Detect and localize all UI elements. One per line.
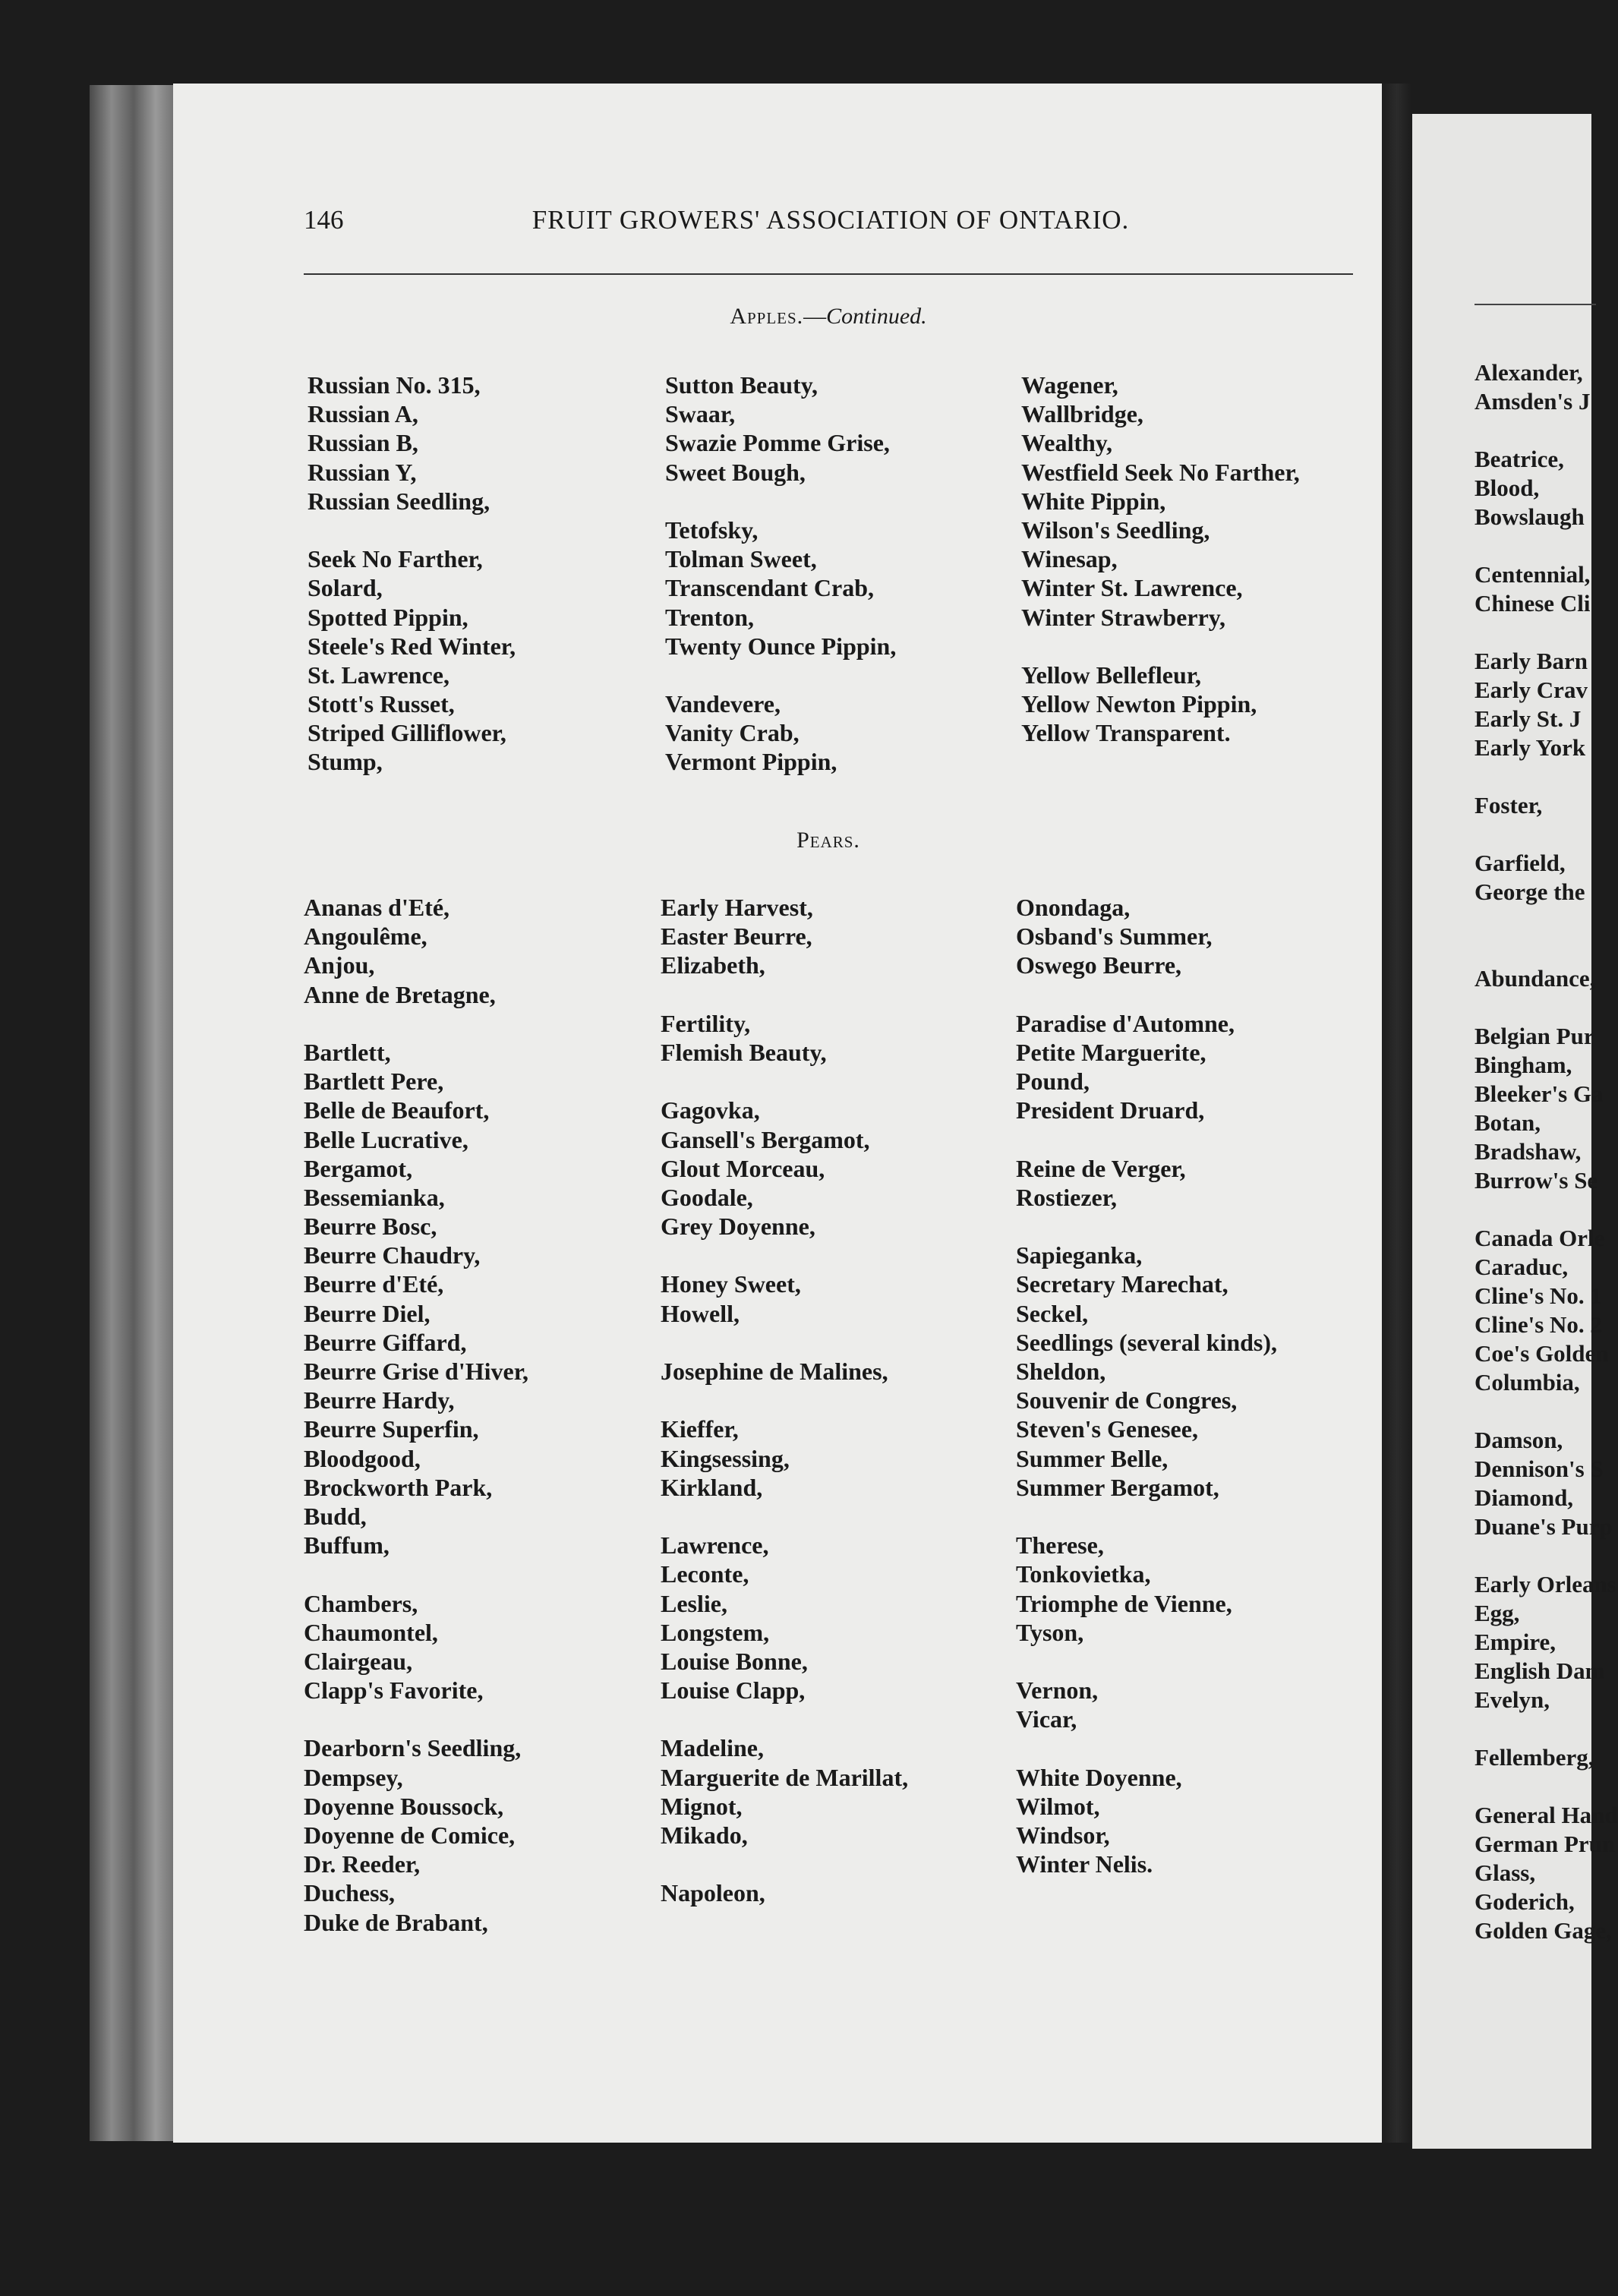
list-item: Duke de Brabant, — [304, 1908, 488, 1936]
list-item: Howell, — [661, 1299, 740, 1327]
list-item: Vicar, — [1016, 1705, 1077, 1733]
list-item: Russian B, — [308, 429, 418, 457]
list-gap — [1474, 1714, 1618, 1743]
list-item: Bartlett, — [304, 1038, 391, 1066]
list-gap — [661, 1705, 908, 1733]
list-item: Caraduc, — [1474, 1254, 1569, 1280]
list-gap — [1474, 1541, 1618, 1570]
page-stack-edge — [90, 85, 178, 2141]
list-item: Dearborn's Seedling, — [304, 1734, 522, 1762]
list-item: Yellow Newton Pippin, — [1021, 690, 1257, 718]
list-item: Marguerite de Marillat, — [661, 1763, 909, 1791]
list-item: Fertility, — [661, 1009, 751, 1037]
list-item: Madeline, — [661, 1734, 764, 1762]
list-item: Tyson, — [1016, 1618, 1084, 1646]
list-item: Seckel, — [1016, 1299, 1089, 1327]
list-gap — [1021, 632, 1300, 661]
list-item: Wilmot, — [1016, 1792, 1100, 1820]
list-item: Beurre Superfin, — [304, 1415, 479, 1443]
list-item: Winter St. Lawrence, — [1021, 574, 1243, 602]
list-item: Amsden's J — [1474, 388, 1591, 415]
pears-column-2 — [661, 893, 908, 1908]
list-item: Louise Clapp, — [661, 1676, 806, 1705]
list-item: Leslie, — [661, 1589, 727, 1617]
list-item: Bradshaw, — [1474, 1138, 1582, 1165]
list-item: Elizabeth, — [661, 951, 765, 979]
list-item: Beurre Grise d'Hiver, — [304, 1358, 528, 1385]
list-item: Clapp's Favorite, — [304, 1676, 484, 1705]
list-item: English Dam — [1474, 1657, 1605, 1684]
list-item: Golden Gage, — [1474, 1917, 1612, 1944]
list-item: White Doyenne, — [1016, 1763, 1182, 1791]
list-item: Gansell's Bergamot, — [661, 1125, 870, 1153]
list-item: Vandevere, — [665, 690, 781, 718]
list-item: Goodale, — [661, 1183, 753, 1211]
list-item: Beurre Chaudry, — [304, 1241, 481, 1269]
list-item: Russian No. 315, — [308, 371, 481, 399]
list-item: Souvenir de Congres, — [1016, 1386, 1238, 1414]
list-item: Evelyn, — [1474, 1686, 1550, 1713]
list-item: Spotted Pippin, — [308, 603, 468, 631]
list-gap — [1474, 762, 1618, 791]
list-item: Trenton, — [665, 603, 755, 631]
list-gap — [1474, 531, 1618, 560]
list-item: Tolman Sweet, — [665, 545, 817, 573]
list-item: Swazie Pomme Grise, — [665, 429, 890, 457]
list-item: Mignot, — [661, 1792, 743, 1820]
list-item: Early St. J — [1474, 705, 1582, 732]
list-gap — [1474, 1195, 1618, 1224]
list-item: Seek No Farther, — [308, 545, 483, 573]
list-item: Louise Bonne, — [661, 1647, 808, 1675]
list-item: Early Crav — [1474, 676, 1588, 703]
list-item: Wallbridge, — [1021, 400, 1143, 428]
list-item: Brockworth Park, — [304, 1473, 493, 1501]
list-item: Duchess, — [304, 1879, 396, 1907]
list-item: Early Harvest, — [661, 894, 813, 921]
list-item: Seedlings (several kinds), — [1016, 1328, 1278, 1356]
list-item: Abundance, — [1474, 965, 1596, 992]
list-gap — [661, 1502, 908, 1531]
list-item: Wealthy, — [1021, 429, 1113, 457]
list-item: Cline's No. 2 — [1474, 1311, 1602, 1338]
list-item: Anjou, — [304, 951, 375, 979]
list-item: Solard, — [308, 574, 383, 602]
list-gap — [1474, 618, 1618, 647]
list-item: Kirkland, — [661, 1473, 763, 1501]
list-item: Pound, — [1016, 1068, 1090, 1096]
list-item: Russian Seedling, — [308, 487, 490, 515]
list-item: Yellow Transparent. — [1021, 719, 1231, 747]
list-item: Bleeker's Ga — [1474, 1080, 1604, 1107]
list-item: Josephine de Malines, — [661, 1358, 888, 1385]
list-item: Beurre Hardy, — [304, 1386, 455, 1414]
list-item: Russian Y, — [308, 458, 417, 486]
list-item: Anne de Bretagne, — [304, 980, 496, 1008]
list-gap — [665, 661, 896, 689]
list-gap — [1016, 1733, 1277, 1762]
list-item: Leconte, — [661, 1560, 749, 1588]
list-gap — [1016, 980, 1277, 1009]
list-item: Mikado, — [661, 1821, 748, 1849]
list-item: General Hand — [1474, 1802, 1618, 1828]
apples-title-dash: — — [803, 304, 827, 329]
list-item: Bessemianka, — [304, 1183, 445, 1211]
list-item: Bartlett Pere, — [304, 1068, 444, 1096]
list-item: Windsor, — [1016, 1821, 1110, 1849]
list-item: Botan, — [1474, 1109, 1541, 1136]
list-item: Beurre d'Eté, — [304, 1270, 444, 1298]
list-item: Steele's Red Winter, — [308, 632, 516, 660]
list-item: Buffum, — [304, 1531, 390, 1560]
list-item: Vernon, — [1016, 1676, 1099, 1705]
list-item: Chambers, — [304, 1589, 418, 1617]
list-item: Twenty Ounce Pippin, — [665, 632, 897, 660]
list-item: Doyenne de Comice, — [304, 1821, 516, 1849]
list-item: Chaumontel, — [304, 1618, 438, 1646]
list-item: George the — [1474, 878, 1585, 905]
list-item: Steven's Genesee, — [1016, 1415, 1198, 1443]
list-item: Diamond, — [1474, 1484, 1574, 1511]
list-item: Vanity Crab, — [665, 719, 800, 747]
list-item: Bloodgood, — [304, 1444, 421, 1472]
list-item: Gagovka, — [661, 1096, 760, 1124]
list-item: Doyenne Boussock, — [304, 1792, 504, 1820]
list-item: Reine de Verger, — [1016, 1154, 1186, 1182]
list-gap — [1474, 820, 1618, 849]
list-item: Glout Morceau, — [661, 1154, 825, 1182]
list-item: Winter Strawberry, — [1021, 603, 1225, 631]
list-gap — [1016, 1212, 1277, 1241]
list-item: Triomphe de Vienne, — [1016, 1589, 1232, 1617]
list-item: Bowslaugh — [1474, 503, 1585, 530]
list-item: Napoleon, — [661, 1879, 765, 1907]
list-item: Columbia, — [1474, 1369, 1580, 1396]
page-header-title: FRUIT GROWERS' ASSOCIATION OF ONTARIO. — [531, 205, 1130, 235]
list-gap — [1016, 1647, 1277, 1676]
list-item: Osband's Summer, — [1016, 922, 1213, 951]
adjacent-page — [1412, 114, 1618, 2149]
list-gap — [1474, 935, 1618, 964]
list-item: Garfield, — [1474, 850, 1566, 876]
list-gap — [661, 1850, 908, 1878]
list-item: Foster, — [1474, 792, 1543, 818]
book-gutter — [1382, 84, 1412, 2143]
apples-column-2 — [665, 371, 896, 777]
list-item: Belle de Beaufort, — [304, 1096, 490, 1124]
list-item: Wilson's Seedling, — [1021, 516, 1210, 544]
list-item: Stott's Russet, — [308, 690, 455, 718]
list-item: Stump, — [308, 748, 383, 776]
list-item: Kingsessing, — [661, 1444, 790, 1472]
list-gap — [1474, 907, 1618, 935]
list-item: Summer Belle, — [1016, 1444, 1169, 1472]
list-gap — [661, 1067, 908, 1096]
list-item: Beatrice, — [1474, 446, 1564, 472]
apples-column-1 — [308, 371, 516, 777]
list-item: Striped Gilliflower, — [308, 719, 506, 747]
list-item: Damson, — [1474, 1427, 1563, 1453]
list-item: Early Barn — [1474, 648, 1588, 674]
list-item: Yellow Bellefleur, — [1021, 661, 1201, 689]
list-item: Budd, — [304, 1502, 367, 1530]
list-item: Goderich, — [1474, 1888, 1575, 1915]
list-item: Sheldon, — [1016, 1358, 1106, 1385]
pears-section-title — [304, 828, 1353, 853]
list-gap — [1016, 1502, 1277, 1531]
adjacent-page-fragments — [1474, 358, 1618, 1945]
list-gap — [304, 1560, 528, 1588]
list-item: Belle Lucrative, — [304, 1125, 468, 1153]
list-gap — [304, 1705, 528, 1733]
list-item: Bingham, — [1474, 1052, 1572, 1078]
list-item: Tetofsky, — [665, 516, 759, 544]
list-item: Onondaga, — [1016, 894, 1131, 921]
list-item: Egg, — [1474, 1600, 1520, 1626]
list-item: Tonkovietka, — [1016, 1560, 1151, 1588]
pears-column-1 — [304, 893, 528, 1937]
list-gap — [1474, 1397, 1618, 1426]
list-item: Bergamot, — [304, 1154, 413, 1182]
list-item: Beurre Bosc, — [304, 1213, 437, 1241]
list-gap — [308, 516, 516, 544]
list-gap — [665, 487, 896, 516]
list-item: Westfield Seek No Farther, — [1021, 458, 1300, 486]
list-gap — [661, 1328, 908, 1357]
page-number: 146 — [304, 205, 344, 235]
list-item: Chinese Cli — [1474, 590, 1591, 617]
list-item: Secretary Marechat, — [1016, 1270, 1228, 1298]
list-item: Duane's Purp — [1474, 1513, 1613, 1540]
list-gap — [304, 1009, 528, 1038]
list-item: Sapieganka, — [1016, 1241, 1143, 1269]
list-item: Sutton Beauty, — [665, 371, 818, 399]
list-item: Kieffer, — [661, 1415, 739, 1443]
list-item: Burrow's Se — [1474, 1167, 1598, 1194]
list-item: Sweet Bough, — [665, 458, 806, 486]
list-item: Therese, — [1016, 1531, 1104, 1560]
list-item: Early Orleans — [1474, 1571, 1616, 1597]
list-item: Empire, — [1474, 1629, 1556, 1655]
list-item: Early York — [1474, 734, 1586, 761]
list-item: Coe's Golden — [1474, 1340, 1609, 1367]
list-item: Flemish Beauty, — [661, 1038, 827, 1066]
list-item: Summer Bergamot, — [1016, 1473, 1219, 1501]
list-item: Winter Nelis. — [1016, 1850, 1153, 1878]
pears-title-main: Pears. — [796, 828, 860, 853]
list-item: Centennial, — [1474, 561, 1591, 588]
list-gap — [661, 1386, 908, 1414]
list-item: Cline's No. 1 — [1474, 1282, 1602, 1309]
list-item: St. Lawrence, — [308, 661, 449, 689]
list-item: Alexander, — [1474, 359, 1583, 386]
list-gap — [661, 1241, 908, 1269]
list-gap — [1474, 416, 1618, 445]
list-item: Oswego Beurre, — [1016, 951, 1182, 979]
list-gap — [1474, 1772, 1618, 1801]
list-item: Easter Beurre, — [661, 922, 812, 951]
list-item: Transcendant Crab, — [665, 574, 874, 602]
list-gap — [1474, 993, 1618, 1022]
list-item: Wagener, — [1021, 371, 1118, 399]
apples-section-title — [304, 304, 1353, 330]
list-gap — [661, 980, 908, 1009]
list-item: Russian A, — [308, 400, 418, 428]
list-item: Beurre Diel, — [304, 1299, 431, 1327]
list-item: Belgian Pur — [1474, 1023, 1594, 1049]
pears-column-3 — [1016, 893, 1277, 1878]
list-item: Clairgeau, — [304, 1647, 413, 1675]
list-item: Dr. Reeder, — [304, 1850, 421, 1878]
list-item: Angoulême, — [304, 922, 427, 951]
list-item: Ananas d'Eté, — [304, 894, 450, 921]
list-item: Glass, — [1474, 1859, 1536, 1886]
list-item: Longstem, — [661, 1618, 770, 1646]
list-item: Grey Doyenne, — [661, 1213, 815, 1241]
list-item: White Pippin, — [1021, 487, 1166, 515]
list-item: Honey Sweet, — [661, 1270, 801, 1298]
list-item: Beurre Giffard, — [304, 1328, 467, 1356]
list-item: Vermont Pippin, — [665, 748, 837, 776]
list-item: Paradise d'Automne, — [1016, 1009, 1235, 1037]
apples-title-main: Apples. — [730, 304, 804, 329]
list-item: Rostiezer, — [1016, 1183, 1117, 1211]
list-item: Swaar, — [665, 400, 736, 428]
list-item: Lawrence, — [661, 1531, 769, 1560]
list-item: Winesap, — [1021, 545, 1118, 573]
list-item: Canada Orle — [1474, 1225, 1605, 1251]
adjacent-page-rule — [1474, 304, 1596, 305]
running-head — [304, 205, 1358, 243]
header-rule — [304, 273, 1353, 275]
list-item: President Druard, — [1016, 1096, 1205, 1124]
apples-title-continued: Continued. — [826, 304, 927, 329]
list-item: Blood, — [1474, 475, 1540, 501]
list-gap — [1016, 1125, 1277, 1154]
list-item: German Prun — [1474, 1831, 1616, 1857]
list-item: Dempsey, — [304, 1763, 403, 1791]
list-item: Dennison's S — [1474, 1456, 1604, 1482]
list-item: Petite Marguerite, — [1016, 1038, 1206, 1066]
list-item: Fellemberg, — [1474, 1744, 1594, 1771]
apples-column-3 — [1021, 371, 1300, 747]
